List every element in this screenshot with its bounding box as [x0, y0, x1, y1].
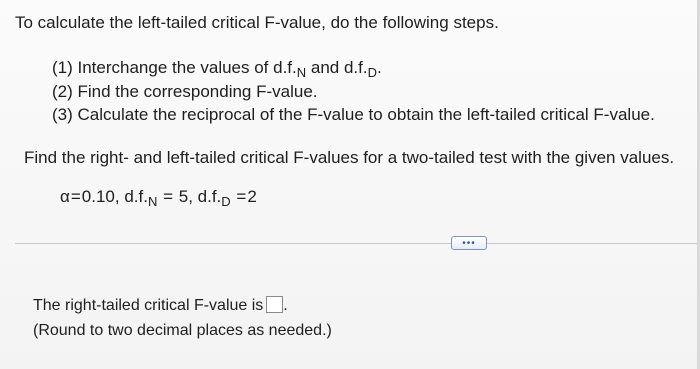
dfn-subscript: N [147, 194, 158, 209]
dfn-equals: = [163, 187, 173, 206]
dfn-label: d.f. [124, 187, 148, 206]
answer-prompt-end: . [283, 297, 288, 314]
step-1-subscript-d: D [367, 65, 377, 80]
instructions-text: To calculate the left-tailed critical F-value, do the following steps. [15, 13, 499, 32]
step-1-prefix: (1) Interchange the values of d.f. [52, 58, 297, 77]
dfd-equals: = [236, 187, 247, 206]
answer-section [33, 293, 332, 343]
step-1-subscript-n: N [296, 65, 307, 80]
given-values [60, 187, 257, 207]
step-1-end: . [376, 58, 382, 77]
answer-line [33, 293, 332, 318]
answer-prompt: The right-tailed critical F-value is [33, 297, 264, 314]
step-1 [52, 56, 655, 80]
step-2: (2) Find the corresponding F-value. [52, 82, 318, 101]
alpha-equals: = [70, 187, 81, 206]
alpha-value: 0.10, [81, 187, 120, 206]
alpha-symbol: α [60, 187, 70, 206]
dfd-label: d.f. [197, 187, 222, 206]
dfd-value: 2 [247, 187, 257, 206]
steps-list [52, 56, 655, 126]
dfn-value: 5, [178, 187, 193, 206]
section-divider [15, 243, 700, 244]
rounding-note: (Round to two decimal places as needed.) [33, 322, 332, 339]
step-3: (3) Calculate the reciprocal of the F-value to obtain the left-tailed critical F-value. [52, 105, 655, 124]
step-1-middle: and d.f. [306, 58, 368, 77]
answer-input-box[interactable] [266, 296, 283, 313]
dfd-subscript: D [221, 194, 231, 209]
question-text: Find the right- and left-tailed critical F-values for a two-tailed test with the given values. [24, 148, 675, 167]
more-options-button[interactable]: ••• [451, 236, 487, 250]
